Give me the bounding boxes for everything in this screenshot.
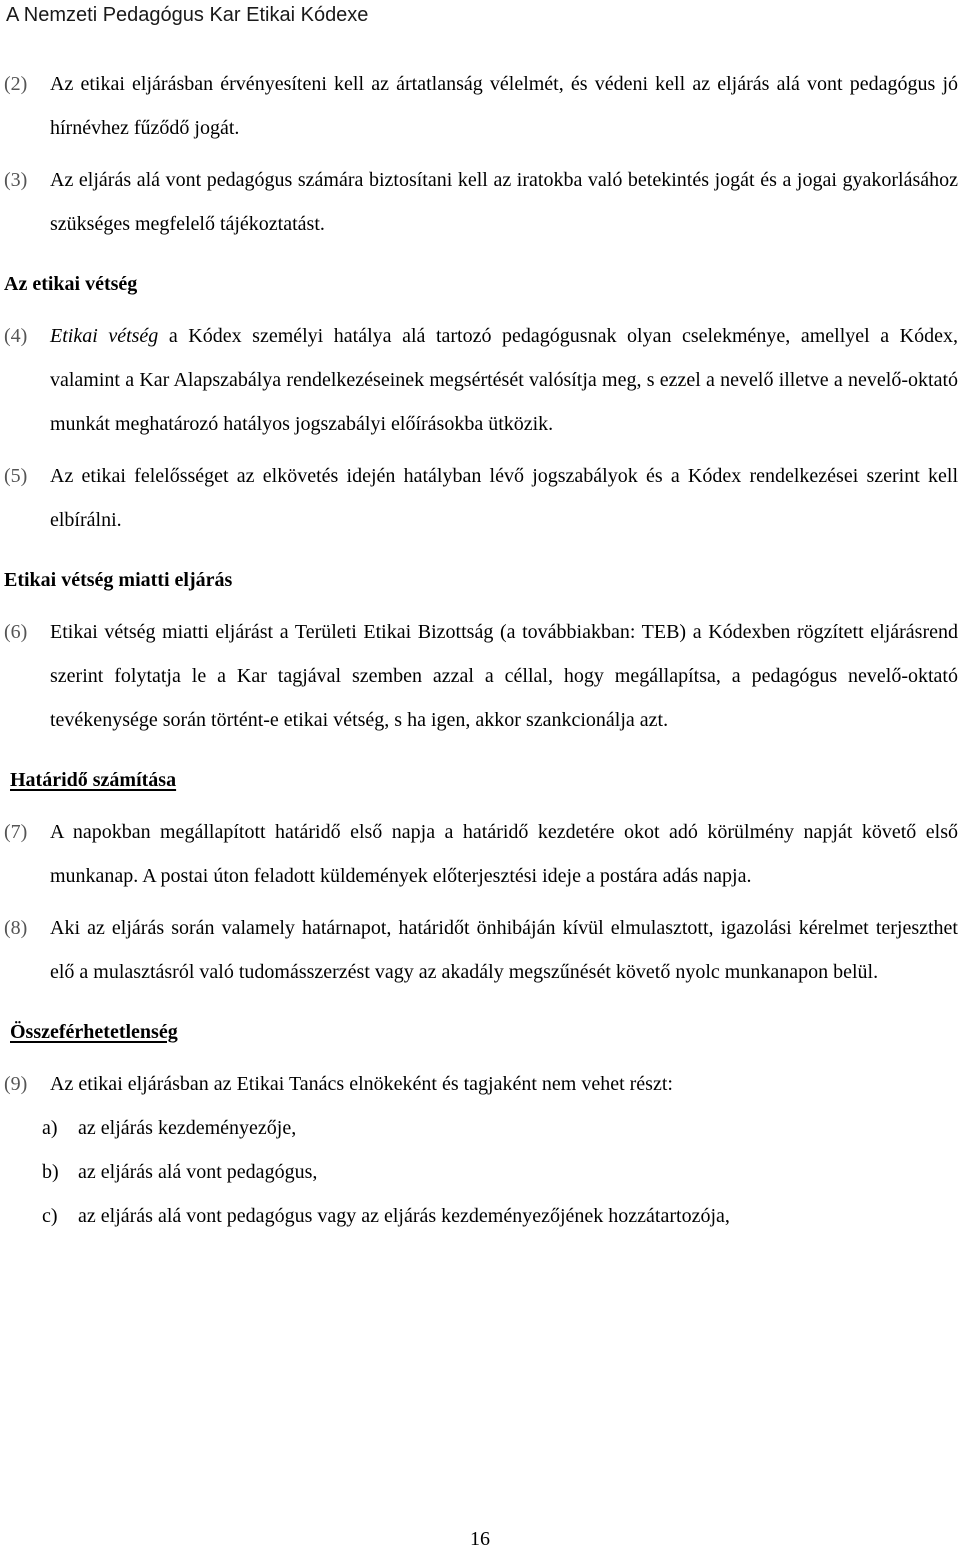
paragraph-number: (7)	[4, 821, 28, 843]
paragraph-4	[0, 314, 960, 446]
paragraph-text: Az etikai eljárásban az Etikai Tanács elnökeként és tagjaként nem vehet részt:	[50, 1073, 673, 1095]
paragraph-number: (2)	[4, 73, 28, 95]
paragraph-8	[0, 906, 960, 994]
page-header-title: A Nemzeti Pedagógus Kar Etikai Kódexe	[6, 4, 369, 26]
paragraph-text: a Kódex személyi hatálya alá tartozó pedagógusnak olyan cselekménye, amellyel a Kódex, valamint a Kar Alapszabálya rendelkezéseinek megsértését valósítja meg, s ezzel a nevelő illetve a nevelő-oktató munkát meghatározó hatályos jogszabályi előírásokba ütközik.	[50, 325, 959, 435]
paragraph-text: Aki az eljárás során valamely határnapot, határidőt önhibáján kívül elmulasztott, igazolási kérelmet terjeszthet elő a mulasztásról való tudomásszerzést vagy az akadály megszűnését követő nyolc munkanapon belül.	[50, 917, 958, 983]
paragraph-5	[0, 454, 960, 542]
paragraph-number: (3)	[4, 169, 28, 191]
document-body	[0, 62, 960, 1238]
list-item	[0, 1106, 960, 1150]
paragraph-text: A napokban megállapított határidő első napja a határidő kezdetére okot adó körülmény napját követő első munkanap. A postai úton feladott küldemények előterjesztési ideje a postára adás napja.	[50, 821, 958, 887]
paragraph-6	[0, 610, 960, 742]
paragraph-3	[0, 158, 960, 246]
list-item-letter: b)	[42, 1161, 59, 1183]
list-item-letter: a)	[42, 1117, 58, 1139]
paragraph-text: Az etikai eljárásban érvényesíteni kell az ártatlanság vélelmét, és védeni kell az eljárás alá vont pedagógus jó hírnévhez fűződő jogát.	[50, 73, 958, 139]
list-item	[0, 1194, 960, 1238]
paragraph-2	[0, 62, 960, 150]
paragraph-text: Az etikai felelősséget az elkövetés idején hatályban lévő jogszabályok és a Kódex rendelkezései szerint kell elbírálni.	[50, 465, 958, 531]
paragraph-text: Etikai vétség miatti eljárást a Területi Etikai Bizottság (a továbbiakban: TEB) a Kódexben rögzített eljárásrend szerint folytatja le a Kar tagjával szemben azzal a céllal, hogy megállapítsa, a pedagógus nevelő-oktató tevékenysége során történt-e etikai vétség, s ha igen, akkor szankcionálja azt.	[50, 621, 958, 731]
defined-term: Etikai vétség	[50, 325, 159, 347]
exclusion-list	[0, 1106, 960, 1238]
paragraph-7	[0, 810, 960, 898]
paragraph-number: (8)	[4, 917, 28, 939]
section-title-eljaras: Etikai vétség miatti eljárás	[4, 569, 233, 591]
list-item	[0, 1150, 960, 1194]
page-number: 16	[470, 1528, 490, 1550]
section-title-hatarido: Határidő számítása	[10, 769, 177, 791]
paragraph-number: (4)	[4, 325, 28, 347]
section-title-osszeferhetetlenseg: Összeférhetetlenség	[10, 1021, 178, 1043]
list-item-text: az eljárás kezdeményezője,	[78, 1117, 297, 1139]
paragraph-text: Az eljárás alá vont pedagógus számára biztosítani kell az iratokba való betekintés jogát és a jogai gyakorlásához szükséges megfelelő tájékoztatást.	[50, 169, 958, 235]
list-item-text: az eljárás alá vont pedagógus,	[78, 1161, 318, 1183]
paragraph-number: (9)	[4, 1073, 28, 1095]
paragraph-number: (5)	[4, 465, 28, 487]
list-item-text: az eljárás alá vont pedagógus vagy az eljárás kezdeményezőjének hozzátartozója,	[78, 1205, 730, 1227]
section-title-etikai-vetseg: Az etikai vétség	[4, 273, 138, 295]
list-item-letter: c)	[42, 1205, 58, 1227]
paragraph-9	[0, 1062, 960, 1106]
paragraph-number: (6)	[4, 621, 28, 643]
